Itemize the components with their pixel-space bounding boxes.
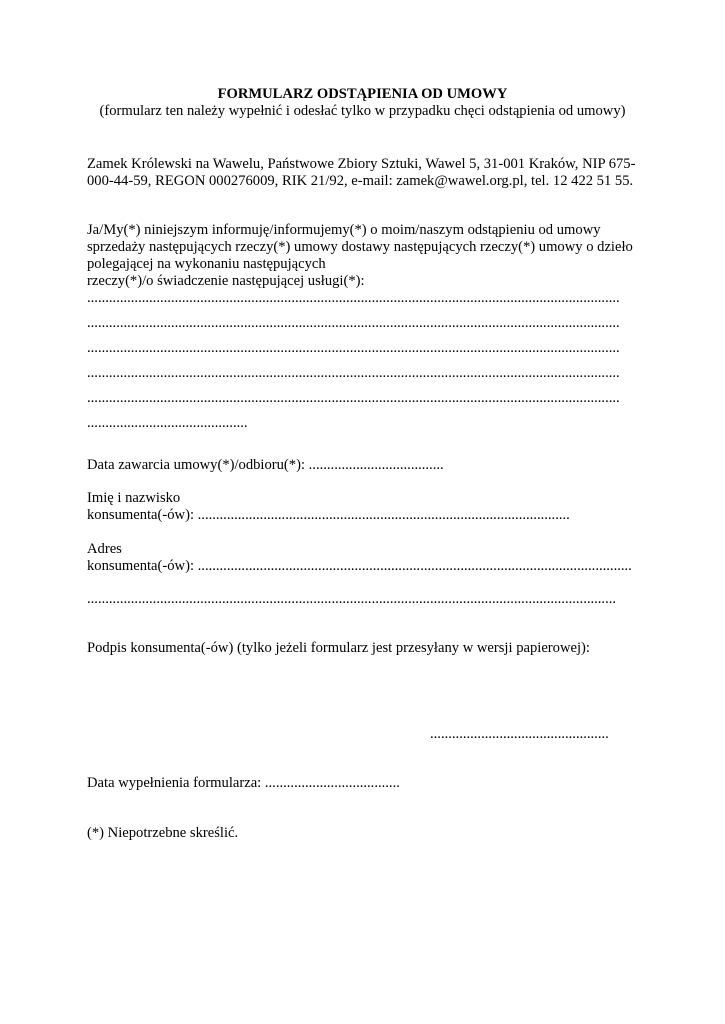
goods-entry-line[interactable]: .................................................................................................................................................. [87,315,620,331]
goods-entry-line[interactable]: .................................................................................................................................................. [87,290,620,306]
name-field[interactable]: konsumenta(-ów): ...................................................................................................... [87,507,570,523]
address-field[interactable]: konsumenta(-ów): ....................................................................................................................... [87,558,632,574]
declaration-line-2: sprzedaży następujących rzeczy(*) umowy dostawy następujących rzeczy(*) umowy o dzieło [87,239,633,255]
goods-entry-line-short[interactable]: ............................................ [87,415,248,431]
footnote: (*) Niepotrzebne skreślić. [87,825,239,841]
contract-date-field[interactable]: Data zawarcia umowy(*)/odbioru(*): ..................................... [87,457,444,473]
goods-entry-line[interactable]: .................................................................................................................................................. [87,390,620,406]
addressee-line-1: Zamek Królewski na Wawelu, Państwowe Zbiory Sztuki, Wawel 5, 31-001 Kraków, NIP 675- [87,156,636,172]
name-label: Imię i nazwisko [87,490,181,506]
goods-entry-line[interactable]: .................................................................................................................................................. [87,365,620,381]
form-subtitle: (formularz ten należy wypełnić i odesłać tylko w przypadku chęci odstąpienia od umowy) [99,103,626,119]
fill-date-field[interactable]: Data wypełnienia formularza: ..................................... [87,775,400,791]
declaration-line-3: polegającej na wykonaniu następujących [87,256,326,272]
addressee-line-2: 000-44-59, REGON 000276009, RIK 21/92, e-mail: zamek@wawel.org.pl, tel. 12 422 51 55. [87,173,634,189]
declaration-line-4: rzeczy(*)/o świadczenie następującej usługi(*): [87,273,365,289]
declaration-line-1: Ja/My(*) niniejszym informuję/informujemy(*) o moim/naszym odstąpieniu od umowy [87,222,601,238]
signature-field[interactable]: ................................................. [430,726,609,742]
form-title: FORMULARZ ODSTĄPIENIA OD UMOWY [217,86,508,102]
goods-entry-line[interactable]: .................................................................................................................................................. [87,340,620,356]
address-field-continued[interactable]: ................................................................................................................................................. [87,591,617,607]
signature-label: Podpis konsumenta(-ów) (tylko jeżeli formularz jest przesyłany w wersji papierowej): [87,640,590,656]
address-label: Adres [87,541,122,557]
